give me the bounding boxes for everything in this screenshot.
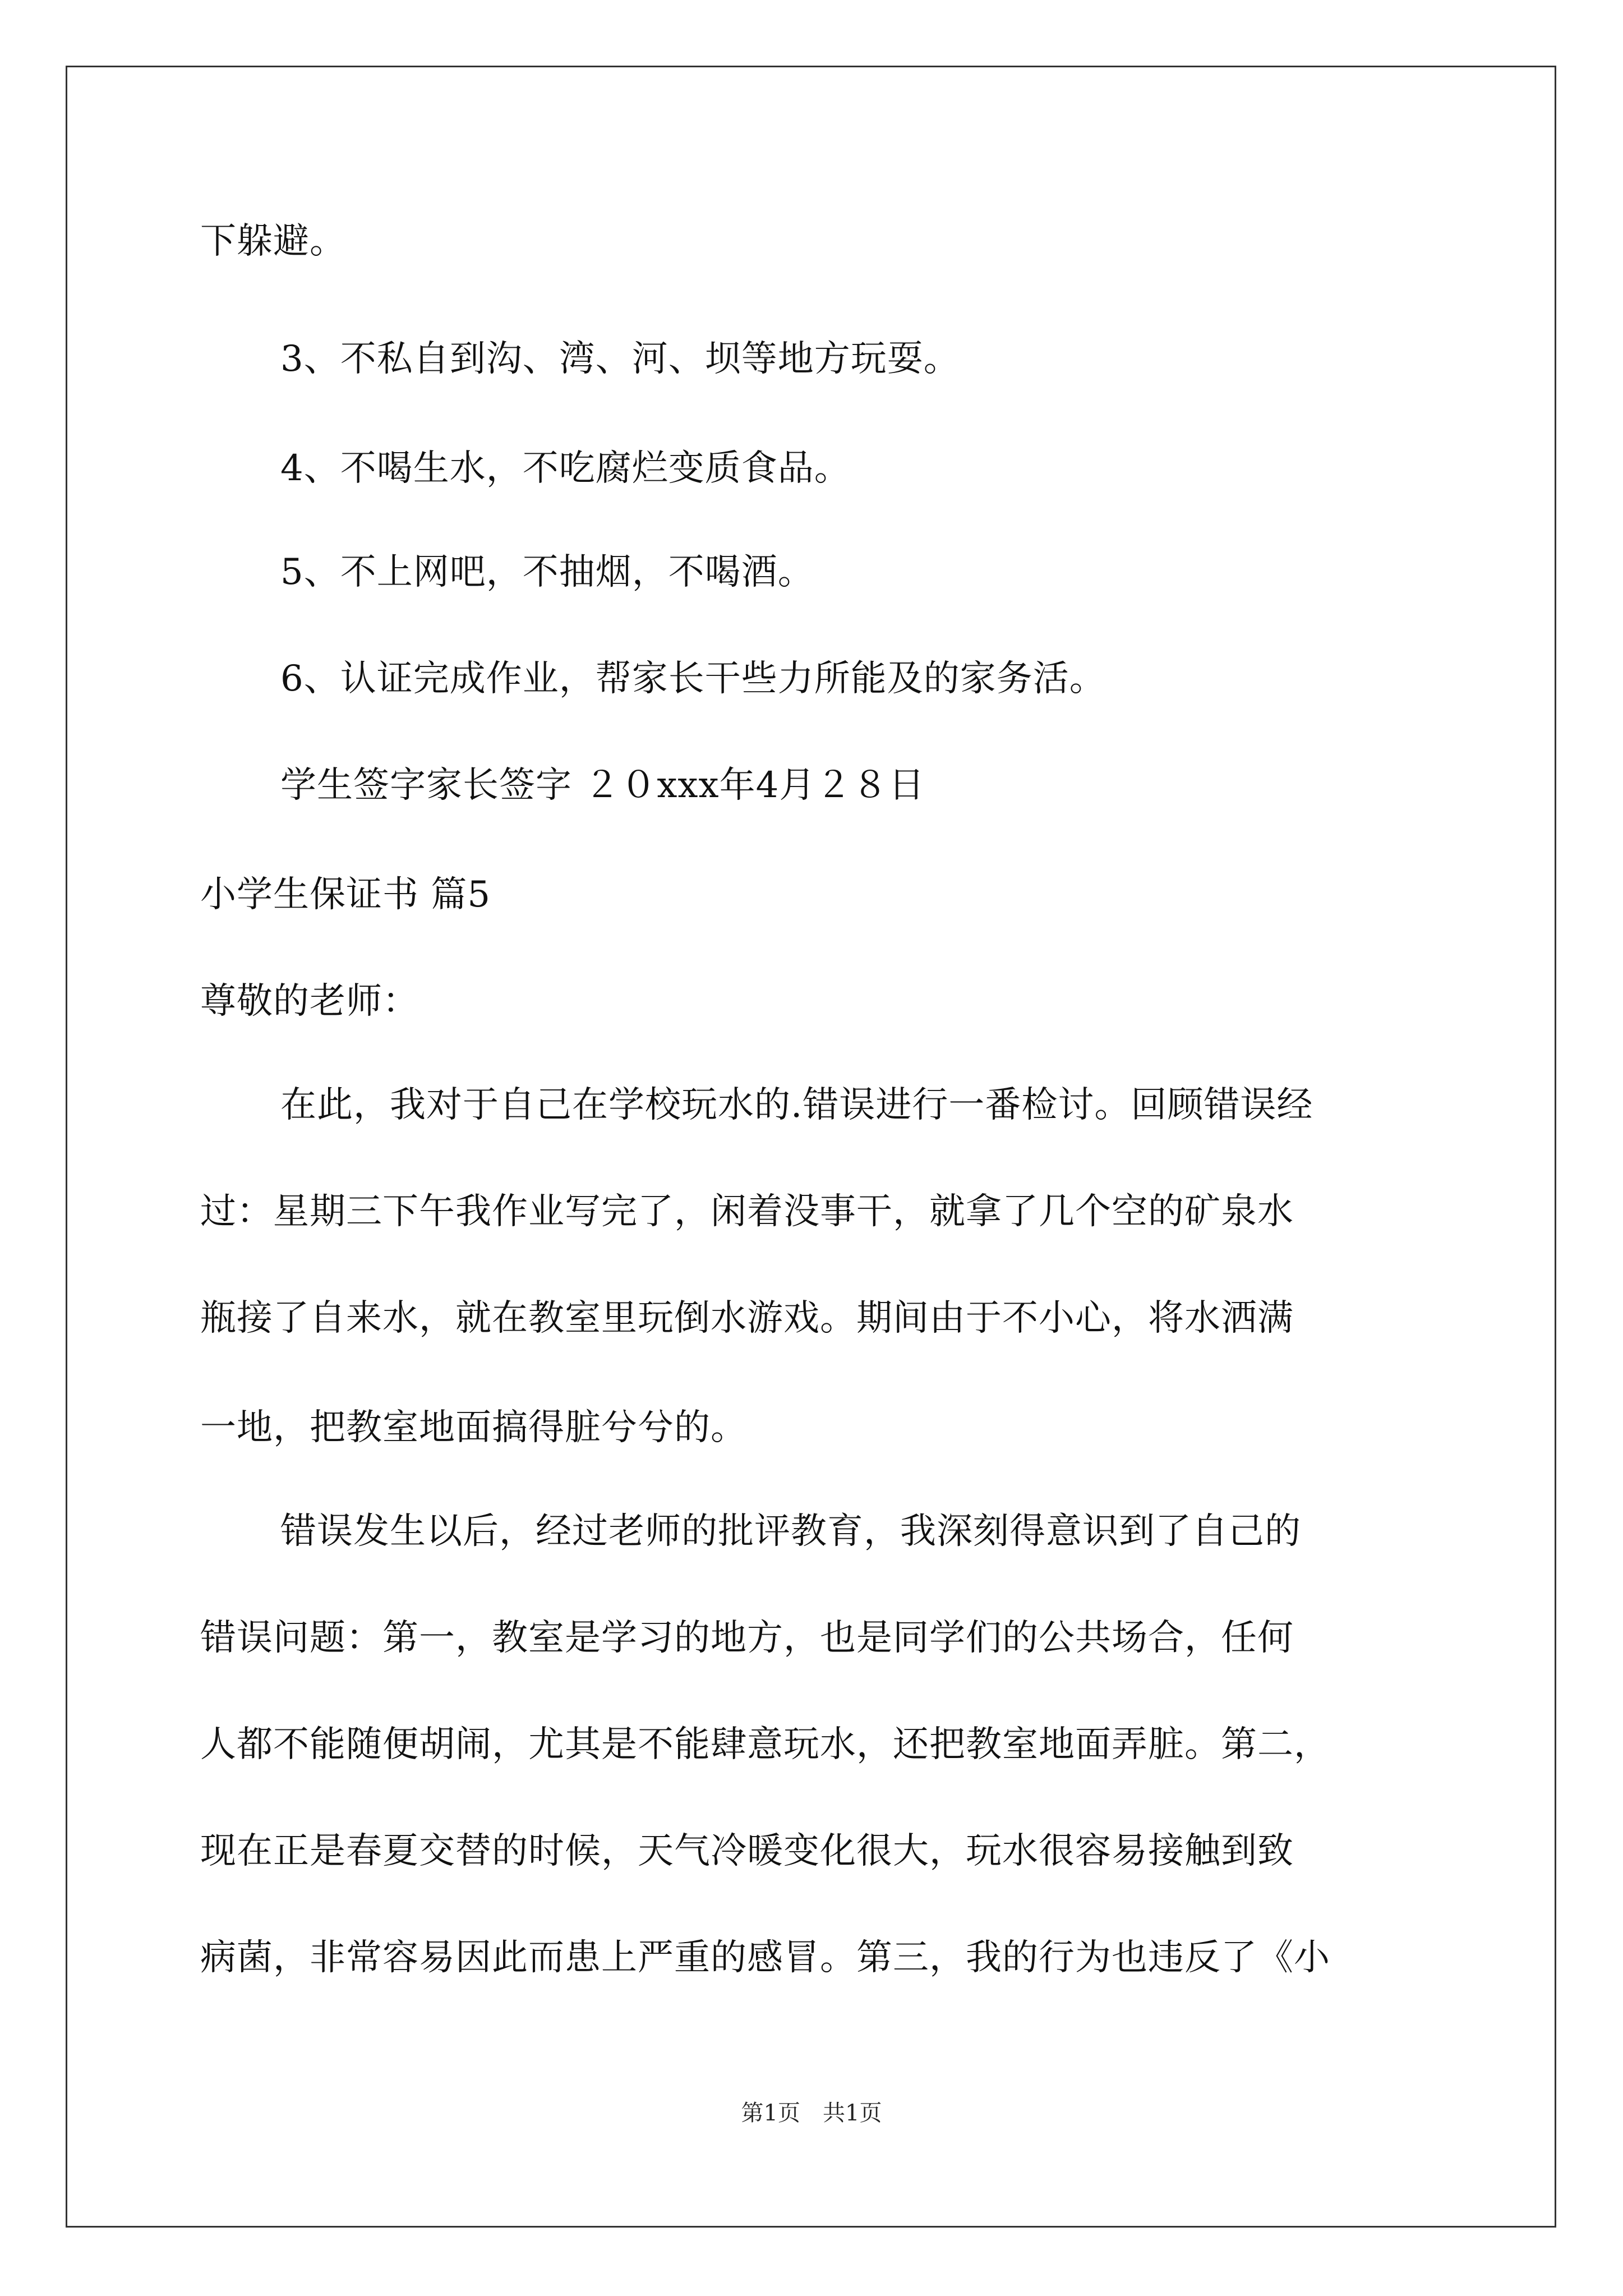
salutation: 尊敬的老师： <box>200 981 419 1022</box>
section-heading: 小学生保证书 篇5 <box>200 874 491 915</box>
paragraph-line: 错误发生以后，经过老师的批评教育，我深刻得意识到了自己的 <box>280 1511 1301 1552</box>
signature-line: 学生签字家长签字 ２０xxx年4月２８日 <box>280 765 925 806</box>
paragraph-line: 过：星期三下午我作业写完了，闲着没事干，就拿了几个空的矿泉水 <box>200 1191 1294 1232</box>
text-line: 下躲避。 <box>200 220 346 262</box>
list-item-4: 4、不喝生水，不吃腐烂变质食品。 <box>280 448 851 489</box>
list-item-5: 5、不上网吧，不抽烟，不喝酒。 <box>280 551 814 593</box>
page-frame <box>66 66 1556 2228</box>
page-footer: 第1页 共1页 <box>741 2100 882 2126</box>
paragraph-line: 瓶接了自来水，就在教室里玩倒水游戏。期间由于不小心，将水洒满 <box>200 1297 1294 1339</box>
list-item-6: 6、认证完成作业，帮家长干些力所能及的家务活。 <box>280 658 1106 700</box>
paragraph-line: 错误问题：第一，教室是学习的地方，也是同学们的公共场合，任何 <box>200 1617 1294 1659</box>
paragraph-line: 病菌，非常容易因此而患上严重的感冒。第三，我的行为也违反了《小 <box>200 1937 1330 1978</box>
paragraph-line: 在此，我对于自己在学校玩水的.错误进行一番检讨。回顾错误经 <box>280 1084 1313 1126</box>
list-item-3: 3、不私自到沟、湾、河、坝等地方玩耍。 <box>280 338 960 380</box>
paragraph-line: 人都不能随便胡闹，尤其是不能肆意玩水，还把教室地面弄脏。第二， <box>200 1724 1330 1765</box>
paragraph-line: 现在正是春夏交替的时候，天气冷暖变化很大，玩水很容易接触到致 <box>200 1830 1294 1872</box>
paragraph-line: 一地，把教室地面搞得脏兮兮的。 <box>200 1407 747 1448</box>
